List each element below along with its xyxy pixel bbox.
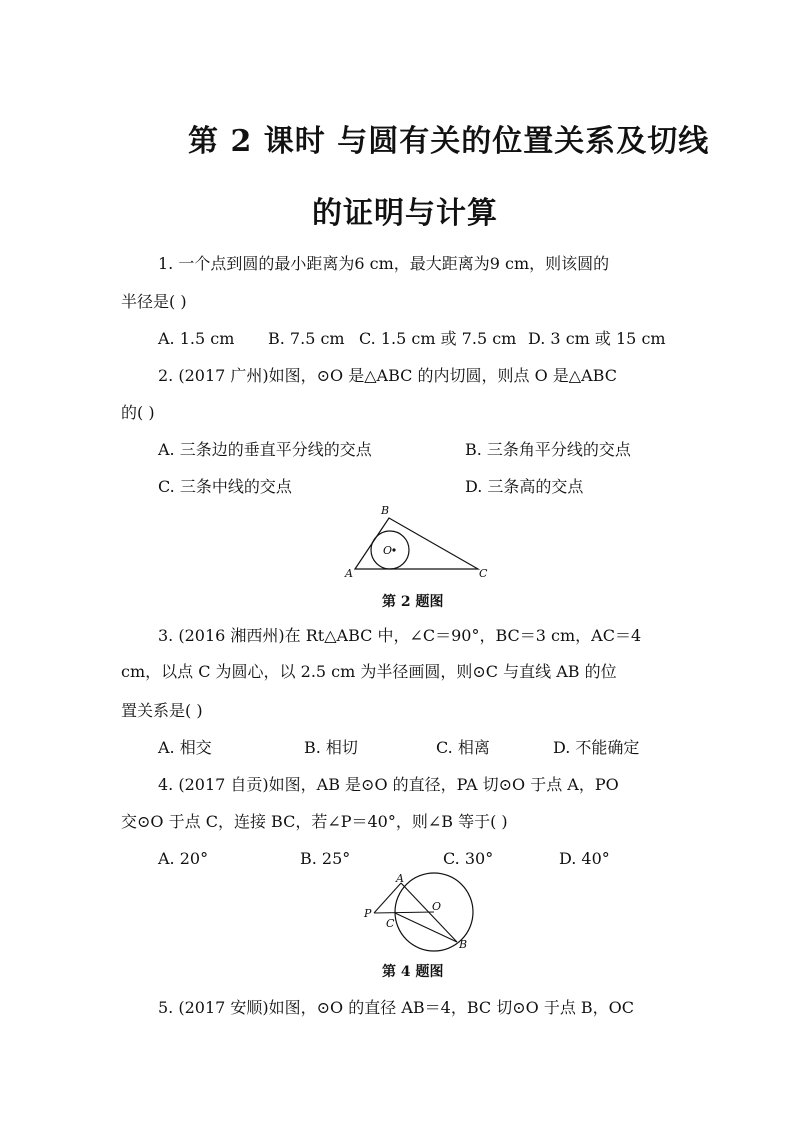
q2-option-b: B. 三条角平分线的交点 (465, 440, 631, 459)
q3-option-a: A. 相交 (158, 738, 212, 757)
q2-stem-line-2: 的( ) (121, 403, 155, 422)
q4-label-c: C (386, 917, 395, 930)
q1-option-b: B. 7.5 cm (268, 329, 345, 348)
q2-label-o: O (383, 544, 393, 557)
q1-stem-line-2: 半径是( ) (121, 292, 187, 311)
q3-option-d: D. 不能确定 (553, 738, 640, 757)
q3-option-b: B. 相切 (304, 738, 358, 757)
q4-label-p: P (364, 907, 372, 920)
q2-option-a: A. 三条边的垂直平分线的交点 (158, 440, 372, 459)
q2-label-a: A (345, 567, 353, 580)
center-o-dot (392, 548, 395, 551)
q2-figure-caption: 第 2 题图 (382, 594, 444, 610)
q2-stem-line-1: 2. (2017 广州)如图，⊙O 是△ABC 的内切圆，则点 O 是△ABC (158, 366, 617, 385)
q1-stem-line-1: 1. 一个点到圆的最小距离为6 cm，最大距离为9 cm，则该圆的 (158, 254, 610, 273)
q3-stem-line-3: 置关系是( ) (121, 701, 203, 720)
q2-figure (340, 502, 490, 582)
q4-label-b: B (459, 938, 468, 951)
q4-label-o: O (432, 900, 442, 913)
q1-option-c: C. 1.5 cm 或 7.5 cm (359, 329, 517, 348)
q4-option-b: B. 25° (300, 849, 351, 868)
page-title-line-1: 第 2 课时 与圆有关的位置关系及切线 (188, 124, 710, 159)
q4-stem-line-2: 交⊙O 于点 C，连接 BC，若∠P＝40°，则∠B 等于( ) (121, 812, 508, 831)
q2-option-c: C. 三条中线的交点 (158, 477, 292, 496)
q1-option-d: D. 3 cm 或 15 cm (528, 329, 666, 348)
triangle-abc (355, 518, 478, 569)
segment-po (374, 912, 434, 913)
q2-label-b: B (381, 504, 390, 517)
q4-figure (360, 870, 480, 955)
q4-option-a: A. 20° (158, 849, 209, 868)
q3-stem-line-1: 3. (2016 湘西州)在 Rt△ABC 中，∠C＝90°，BC＝3 cm，AC＝4 (158, 626, 642, 645)
q2-label-c: C (479, 567, 488, 580)
q3-stem-line-2: cm，以点 C 为圆心，以 2.5 cm 为半径画圆，则⊙C 与直线 AB 的位 (121, 662, 617, 681)
q2-option-d: D. 三条高的交点 (465, 477, 584, 496)
q4-figure-caption: 第 4 题图 (382, 964, 444, 980)
q5-stem-line-1: 5. (2017 安顺)如图，⊙O 的直径 AB＝4，BC 切⊙O 于点 B，OC (158, 998, 635, 1017)
q4-stem-line-1: 4. (2017 自贡)如图，AB 是⊙O 的直径，PA 切⊙O 于点 A，PO (158, 775, 619, 794)
q1-option-a: A. 1.5 cm (158, 329, 235, 348)
q3-option-c: C. 相离 (436, 738, 490, 757)
tangent-pa (374, 883, 401, 913)
q4-option-d: D. 40° (559, 849, 610, 868)
page-title-line-2: 的证明与计算 (312, 196, 498, 231)
q4-label-a: A (396, 872, 404, 885)
q4-option-c: C. 30° (443, 849, 494, 868)
